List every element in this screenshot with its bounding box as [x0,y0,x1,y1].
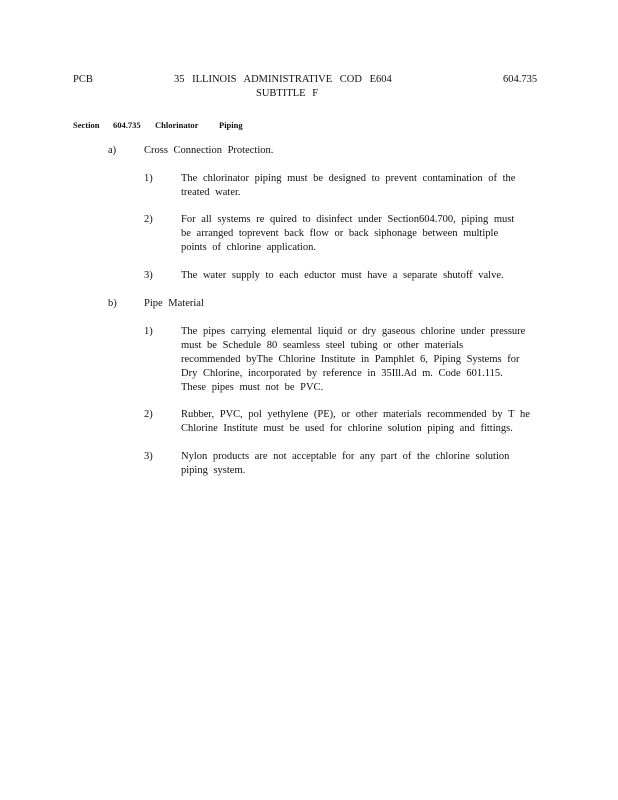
text-line: The water supply to each eductor must have a separate shutoff valve. [181,270,504,281]
item-text [181,408,541,436]
header-code-title: 35 ILLINOIS ADMINISTRATIVE COD E604 [174,74,392,85]
text-line: piping system. [181,465,246,476]
text-line: treated water. [181,187,241,198]
item-label: 1) [144,326,153,337]
subsection-label: b) [108,298,117,309]
text-line: be arranged toprevent back flow or back siphonage between multiple [181,228,499,239]
section-word: Section [73,120,100,130]
item-text [181,213,541,255]
text-line: Nylon products are not acceptable for any part of the chlorine solution [181,451,510,462]
item-label: 1) [144,173,153,184]
text-line: recommended byThe Chlorine Institute in Pamphlet 6, Piping Systems for [181,354,520,365]
item-text [181,172,541,200]
header-section-number: 604.735 [503,74,538,85]
item-text [181,325,541,395]
item-label: 2) [144,409,153,420]
text-line: For all systems re quired to disinfect under Section604.700, piping must [181,214,515,225]
section-number: 604.735 [113,120,141,130]
section-title-part2: Piping [219,120,243,130]
item-text [181,450,541,478]
text-line: points of chlorine application. [181,242,316,253]
text-line: Dry Chlorine, incorporated by reference in 35Ill.Ad m. Code 601.115. [181,368,503,379]
item-text [181,269,541,283]
item-label: 2) [144,214,153,225]
text-line: Rubber, PVC, pol yethylene (PE), or other materials recommended by T he [181,409,530,420]
item-label: 3) [144,270,153,281]
subsection-label: a) [108,145,117,156]
text-line: Chlorine Institute must be used for chlorine solution piping and fittings. [181,423,513,434]
section-title-part1: Chlorinator [155,120,199,130]
header-agency: PCB [73,74,93,85]
item-label: 3) [144,451,153,462]
text-line: These pipes must not be PVC. [181,382,324,393]
text-line: The pipes carrying elemental liquid or dry gaseous chlorine under pressure [181,326,526,337]
subsection-title: Pipe Material [144,298,204,309]
header-subtitle: SUBTITLE F [256,88,319,99]
text-line: The chlorinator piping must be designed to prevent contamination of the [181,173,516,184]
text-line: must be Schedule 80 seamless steel tubing or other materials [181,340,464,351]
subsection-title: Cross Connection Protection. [144,145,274,156]
